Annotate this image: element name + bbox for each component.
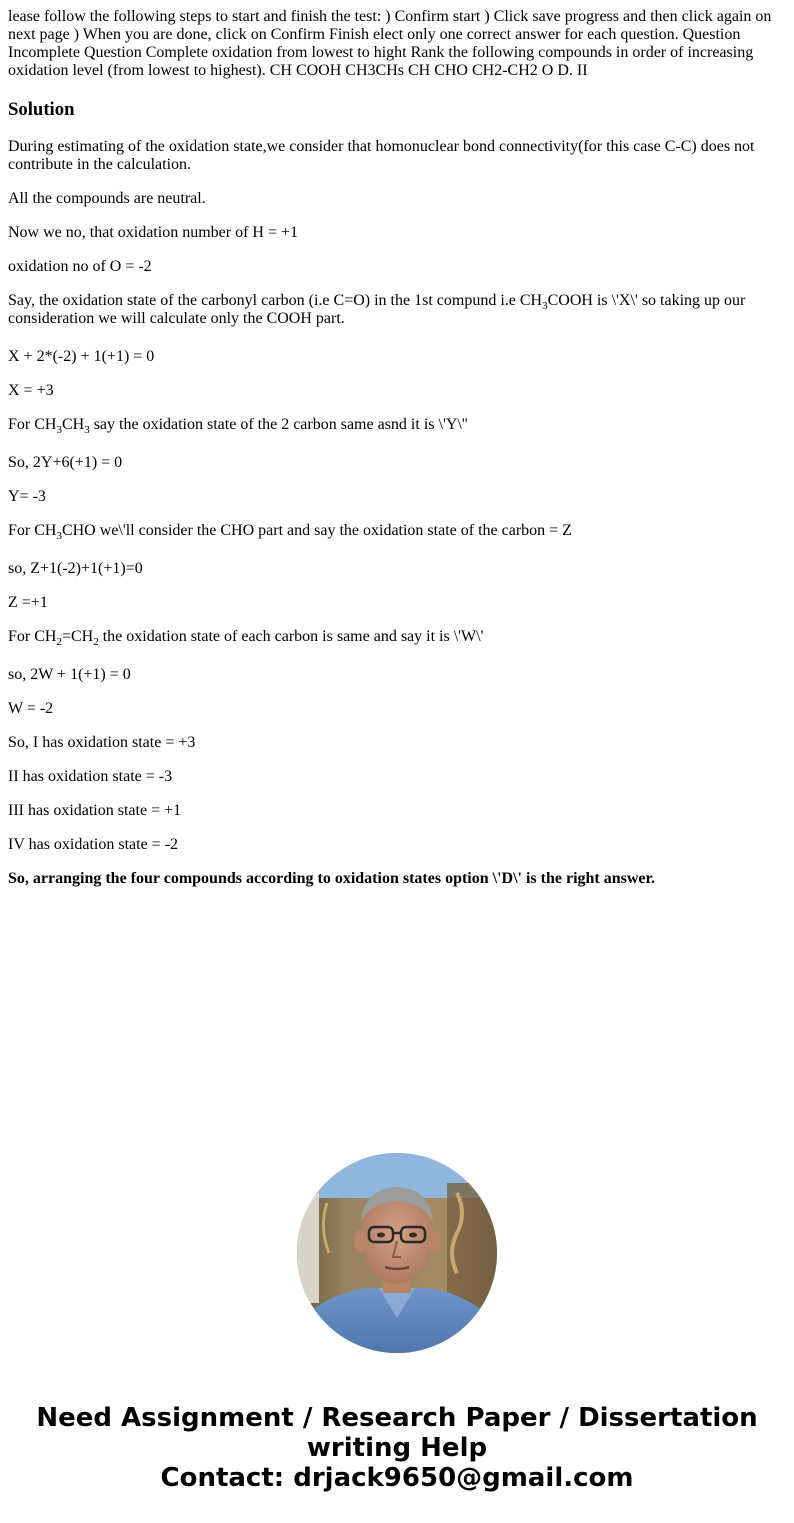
step-5-text-before: Say, the oxidation state of the carbonyl carbon (i.e C=O) in the 1st compund i.e CH: [8, 292, 543, 309]
solution-step-19: III has oxidation state = +1: [8, 802, 182, 819]
step-14-text-middle: =CH: [61, 628, 94, 645]
solution-step-6: X + 2*(-2) + 1(+1) = 0: [8, 348, 155, 365]
solution-step-10: Y= -3: [8, 488, 46, 505]
step-11-text-after: CHO we\'ll consider the CHO part and say the oxidation state of the carbon = Z: [61, 522, 572, 539]
promo-line-2: writing Help: [306, 1433, 488, 1463]
solution-heading: Solution: [8, 99, 75, 120]
solution-step-3: Now we no, that oxidation number of H = +1: [8, 224, 298, 241]
solution-step-11: [8, 522, 786, 540]
step-8-text-after: say the oxidation state of the 2 carbon same asnd it is \'Y\'': [89, 416, 468, 433]
author-avatar: [297, 1153, 497, 1353]
step-14-subscript-1: 2: [56, 636, 62, 648]
step-8-text-middle: CH: [61, 416, 85, 433]
solution-step-17: So, I has oxidation state = +3: [8, 734, 196, 751]
solution-step-8: [8, 416, 786, 434]
solution-step-9: So, 2Y+6(+1) = 0: [8, 454, 123, 471]
conclusion-text: So, arranging the four compounds according to oxidation states option \'D\' is the right answer.: [8, 870, 656, 887]
step-14-text-after: the oxidation state of each carbon is same and say it is \'W\': [98, 628, 484, 645]
document-body: [8, 8, 786, 888]
solution-step-1: During estimating of the oxidation state,we consider that homonuclear bond connectivity(for this case C-C) does not contribute in the calculation.: [8, 138, 755, 173]
step-5-text-after: COOH is \'X\' so taking up our consideration we will calculate only the COOH part.: [8, 292, 746, 327]
step-8-subscript-1: 3: [56, 424, 62, 436]
solution-step-5: [8, 292, 786, 328]
promo-contact-line: Contact: drjack9650@gmail.com: [160, 1463, 634, 1493]
solution-step-2: All the compounds are neutral.: [8, 190, 206, 207]
solution-step-13: Z =+1: [8, 594, 48, 611]
question-text: lease follow the following steps to start and finish the test: ) Confirm start ) Click save progress and then click again on next page ) When you are done, click on Confirm Finish elect only one correct answer for each question. Question Incomplete Question Complete oxidation from lowest to hight Rank the following compounds in order of increasing oxidation level (from lowest to highest). CH COOH CH3CHs CH CHO CH2-CH2 O D. II: [8, 8, 772, 79]
solution-step-4: oxidation no of O = -2: [8, 258, 152, 275]
solution-step-14: [8, 628, 786, 646]
step-11-subscript: 3: [56, 530, 62, 542]
step-8-text-before: For CH: [8, 416, 57, 433]
solution-step-7: X = +3: [8, 382, 54, 399]
step-8-subscript-2: 3: [84, 424, 90, 436]
solution-step-18: II has oxidation state = -3: [8, 768, 173, 785]
solution-step-12: so, Z+1(-2)+1(+1)=0: [8, 560, 143, 577]
step-5-subscript: 3: [542, 300, 548, 312]
step-14-subscript-2: 2: [93, 636, 99, 648]
step-14-text-before: For CH: [8, 628, 57, 645]
solution-step-15: so, 2W + 1(+1) = 0: [8, 666, 131, 683]
author-portrait-image: [297, 1153, 497, 1353]
promo-banner: [0, 1403, 794, 1493]
promo-line-1: Need Assignment / Research Paper / Dissertation: [36, 1403, 758, 1433]
step-11-text-before: For CH: [8, 522, 57, 539]
solution-step-20: IV has oxidation state = -2: [8, 836, 179, 853]
solution-step-16: W = -2: [8, 700, 54, 717]
